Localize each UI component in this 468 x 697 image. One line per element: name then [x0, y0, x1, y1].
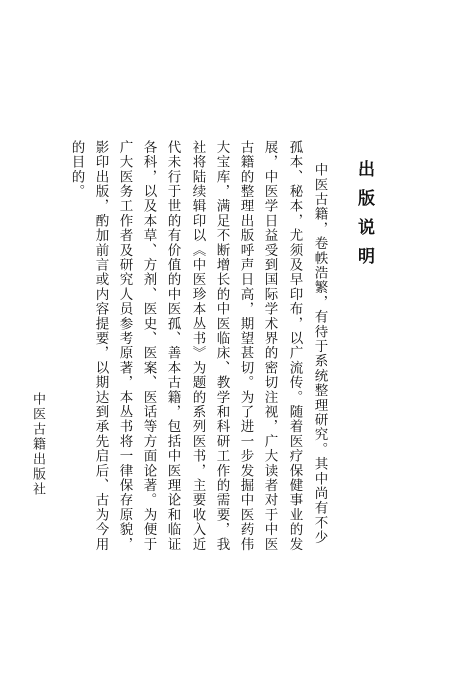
body-line-5: 大宝库，满足不断增长的中医临床、教学和科研工作的需要，我 [213, 140, 230, 552]
body-line-6: 社将陆续辑印以《中医珍本丛书》为题的系列医书，主要收入近 [189, 140, 206, 552]
body-line-10: 影印出版，酌加前言或内容提要，以期达到承先启后、古为今用 [92, 140, 109, 552]
body-line-3: 展，中医学日益受到国际学术界的密切注视，广大读者对于中医 [261, 140, 278, 552]
body-line-2: 孤本、秘本，尤须及早印布，以广流传。随着医疗保健事业的发 [286, 140, 303, 552]
body-line-9: 广大医务工作者及研究人员参考原著，本丛书将一律保存原貌， [116, 140, 133, 552]
body-line-7: 代未行于世的有价值的中医孤、善本古籍，包括中医理论和临证 [164, 140, 181, 552]
publisher-name: 中医古籍出版社 [30, 392, 45, 497]
body-line-8: 各科，以及本草、方剂、医史、医案、医话等方面论著。为便于 [140, 140, 157, 552]
body-line-11: 的目的。 [68, 140, 85, 199]
body-line-1: 中医古籍，卷帙浩繁，有待于系统整理研究。其中尚有不少 [311, 148, 328, 545]
body-line-4: 古籍的整理出版呼声日高，期望甚切。为了进一步发掘中医药伟 [237, 140, 254, 552]
document-title: 出版说明 [354, 160, 374, 276]
